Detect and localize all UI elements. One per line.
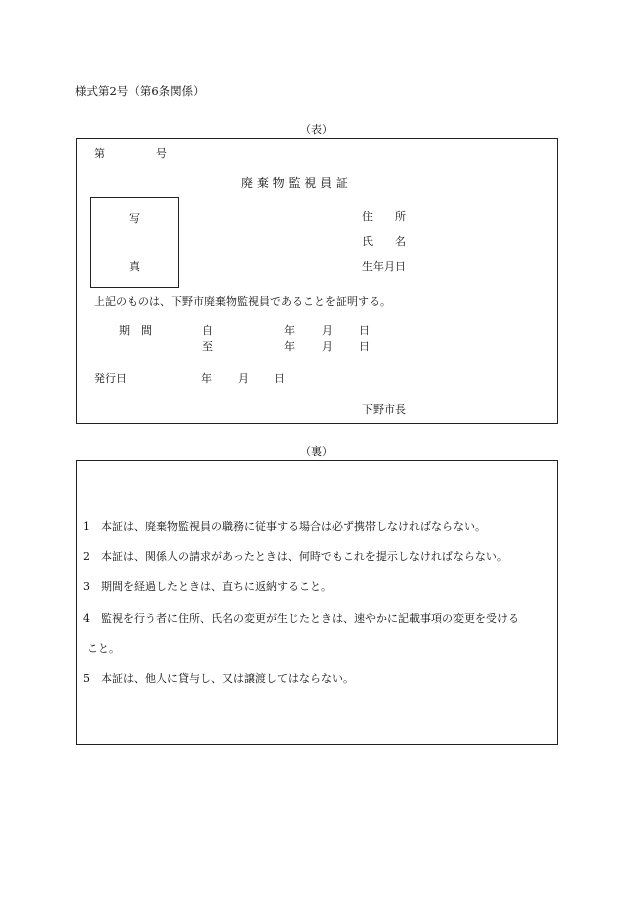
issue-year: 年 bbox=[201, 372, 212, 385]
period-label: 期 間 bbox=[119, 324, 152, 337]
rule-number: 2 bbox=[83, 550, 90, 563]
period-from-label: 自 bbox=[202, 324, 213, 337]
photo-label-1: 写 bbox=[129, 212, 140, 225]
card-title: 廃 棄 物 監 視 員 証 bbox=[241, 176, 348, 190]
rule-text: 本証は、他人に貸与し、又は譲渡してはならない。 bbox=[101, 672, 354, 685]
rule-text-continuation: こと。 bbox=[87, 642, 120, 655]
period-from-month: 月 bbox=[322, 324, 333, 337]
rule-number: 3 bbox=[83, 580, 90, 593]
period-to-label: 至 bbox=[202, 340, 213, 353]
issue-month: 月 bbox=[238, 372, 249, 385]
photo-label-2: 真 bbox=[129, 260, 140, 273]
birthdate-label: 生年月日 bbox=[362, 260, 406, 273]
rule-text: 本証は、関係人の請求があったときは、何時でもこれを提示しなければならない。 bbox=[101, 550, 508, 563]
issue-date-label: 発行日 bbox=[94, 372, 127, 385]
photo-box bbox=[90, 197, 179, 288]
back-side-label: （裏） bbox=[300, 445, 333, 458]
name-label: 氏 名 bbox=[362, 235, 406, 248]
period-to-day: 日 bbox=[359, 340, 370, 353]
period-to-year: 年 bbox=[284, 340, 295, 353]
front-card bbox=[76, 138, 558, 424]
rule-number: 1 bbox=[83, 520, 90, 533]
back-card bbox=[76, 460, 558, 745]
number-label-suffix: 号 bbox=[156, 147, 167, 160]
rule-number: 5 bbox=[83, 672, 90, 685]
issue-day: 日 bbox=[274, 372, 285, 385]
period-from-year: 年 bbox=[284, 324, 295, 337]
rule-text: 本証は、廃棄物監視員の職務に従事する場合は必ず携帯しなければならない。 bbox=[101, 520, 486, 533]
period-to-month: 月 bbox=[322, 340, 333, 353]
address-label: 住 所 bbox=[362, 210, 406, 223]
number-label-prefix: 第 bbox=[94, 147, 105, 160]
period-from-day: 日 bbox=[359, 324, 370, 337]
form-number-label: 様式第2号（第6条関係） bbox=[75, 84, 205, 98]
rule-text: 監視を行う者に住所、氏名の変更が生じたときは、速やかに記載事項の変更を受ける bbox=[101, 612, 519, 625]
certification-text: 上記のものは、下野市廃棄物監視員であることを証明する。 bbox=[94, 295, 391, 308]
rule-number: 4 bbox=[83, 612, 90, 625]
rule-text: 期間を経過したときは、直ちに返納すること。 bbox=[101, 580, 332, 593]
front-side-label: （表） bbox=[300, 123, 333, 136]
issuer-label: 下野市長 bbox=[362, 403, 406, 416]
